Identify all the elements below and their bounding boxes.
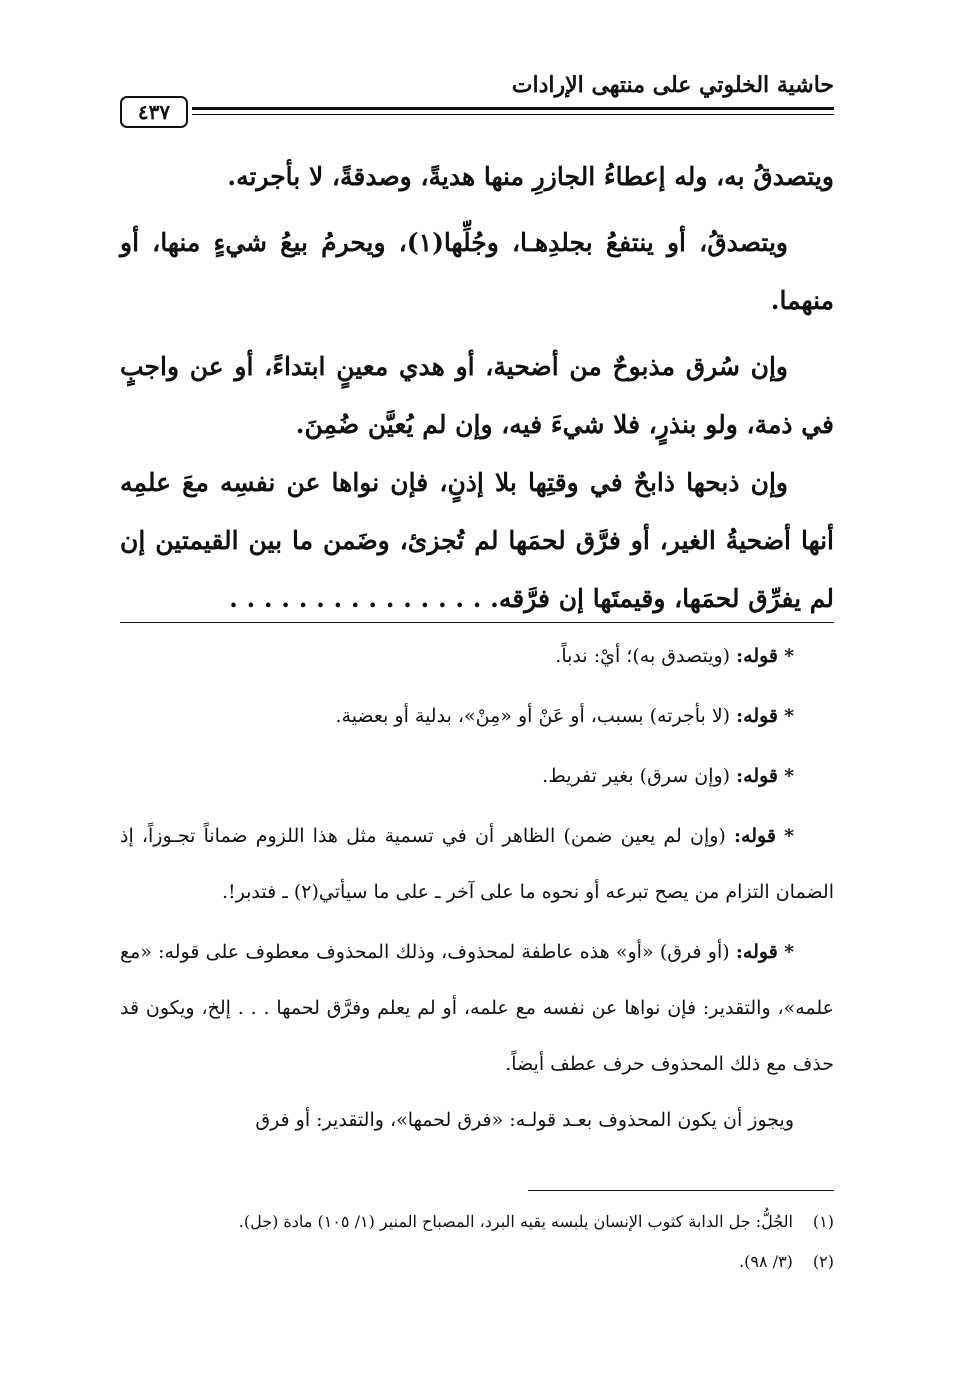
commentary xyxy=(120,628,834,1148)
commentary-text: (أو فرق) «أو» هذه عاطفة لمحذوف، وذلك المحذوف معطوف على قوله: «مع علمه»، والتقدير: فإن نواها عن نفسه مع علمه، أو لم يعلم وفرَّق لحمها . . . إلخ، ويكون قد حذف مع ذلك المحذوف حرف عطف أيضاً. xyxy=(120,941,834,1075)
footnotes xyxy=(120,1202,834,1282)
star-marker: * xyxy=(784,645,794,667)
star-marker: * xyxy=(784,825,795,847)
main-paragraph-3: وإن سُرق مذبوحٌ من أضحية، أو هدي معينٍ ابتداءً، أو عن واجبٍ في ذمة، ولو بنذرٍ، فلا شيءَ فيه، وإن لم يُعيَّن ضُمِنَ. xyxy=(120,352,834,439)
main-paragraph-2: ويتصدقُ، أو ينتفعُ بجلدِهـا، وجُلِّها(١)، ويحرمُ بيعُ شيءٍ منها، أو منهما. xyxy=(120,228,834,315)
commentary-label: قوله: xyxy=(736,705,779,727)
commentary-item xyxy=(120,808,834,920)
footnote-text: (٣/ ٩٨). xyxy=(739,1252,793,1271)
commentary-text: (لا بأجرته) بسبب، أو عَنْ أو «مِنْ»، بدلية أو بعضية. xyxy=(335,705,731,727)
commentary-item xyxy=(120,688,834,744)
header-rule xyxy=(192,107,834,110)
main-separator xyxy=(120,622,834,623)
commentary-item xyxy=(120,628,834,684)
commentary-item xyxy=(120,924,834,1092)
main-paragraph-1: ويتصدقُ به، وله إعطاءُ الجازرِ منها هديةً، وصدقةً، لا بأجرته. xyxy=(227,162,834,191)
footnote-text: الجُلُّ: جل الدابة كثوب الإنسان يلبسه يقيه البرد، المصباح المنير (١/ ١٠٥) مادة (جل). xyxy=(238,1212,793,1231)
commentary-label: قوله: xyxy=(734,825,776,847)
commentary-text: (وإن سرق) بغير تفريط. xyxy=(542,765,731,787)
page-number: ٤٣٧ xyxy=(120,96,188,128)
footnote-1 xyxy=(120,1202,834,1242)
star-marker: * xyxy=(784,941,794,963)
footnote-number: (١) xyxy=(812,1212,834,1231)
header-rule-thin xyxy=(192,114,834,115)
main-text xyxy=(120,148,834,628)
star-marker: * xyxy=(784,705,794,727)
footnote-2 xyxy=(120,1242,834,1282)
commentary-text: (ويتصدق به)؛ أيْ: ندباً. xyxy=(555,645,731,667)
footnote-rule xyxy=(528,1190,834,1191)
commentary-continuation: ويجوز أن يكون المحذوف بعـد قولـه: «فرق لحمها»، والتقدير: أو فرق xyxy=(255,1109,794,1131)
commentary-label: قوله: xyxy=(736,765,779,787)
running-title: حاشية الخلوتي على منتهى الإرادات xyxy=(511,72,834,98)
commentary-label: قوله: xyxy=(735,941,778,963)
commentary-label: قوله: xyxy=(736,645,779,667)
commentary-text: (وإن لم يعين ضمن) الظاهر أن في تسمية مثل هذا اللزوم ضماناً تجـوزاً، إذ الضمان التزام من يصح تبرعه أو نحوه ما على آخر ـ على ما سيأتي(٢) ـ فتدبر!. xyxy=(120,825,834,903)
star-marker: * xyxy=(784,765,794,787)
main-paragraph-4: وإن ذبحها ذابحٌ في وقتِها بلا إذنٍ، فإن نواها عن نفسِه معَ علمِه أنها أضحيةُ الغير، أو فرَّق لحمَها لم تُجزئ، وضَمن ما بين القيمتين إن لم يفرِّق لحمَها، وقيمتَها إن فرَّقه. . . . . . . . . . . . . . . . xyxy=(120,468,834,613)
commentary-item xyxy=(120,748,834,804)
footnote-number: (٢) xyxy=(812,1252,834,1271)
